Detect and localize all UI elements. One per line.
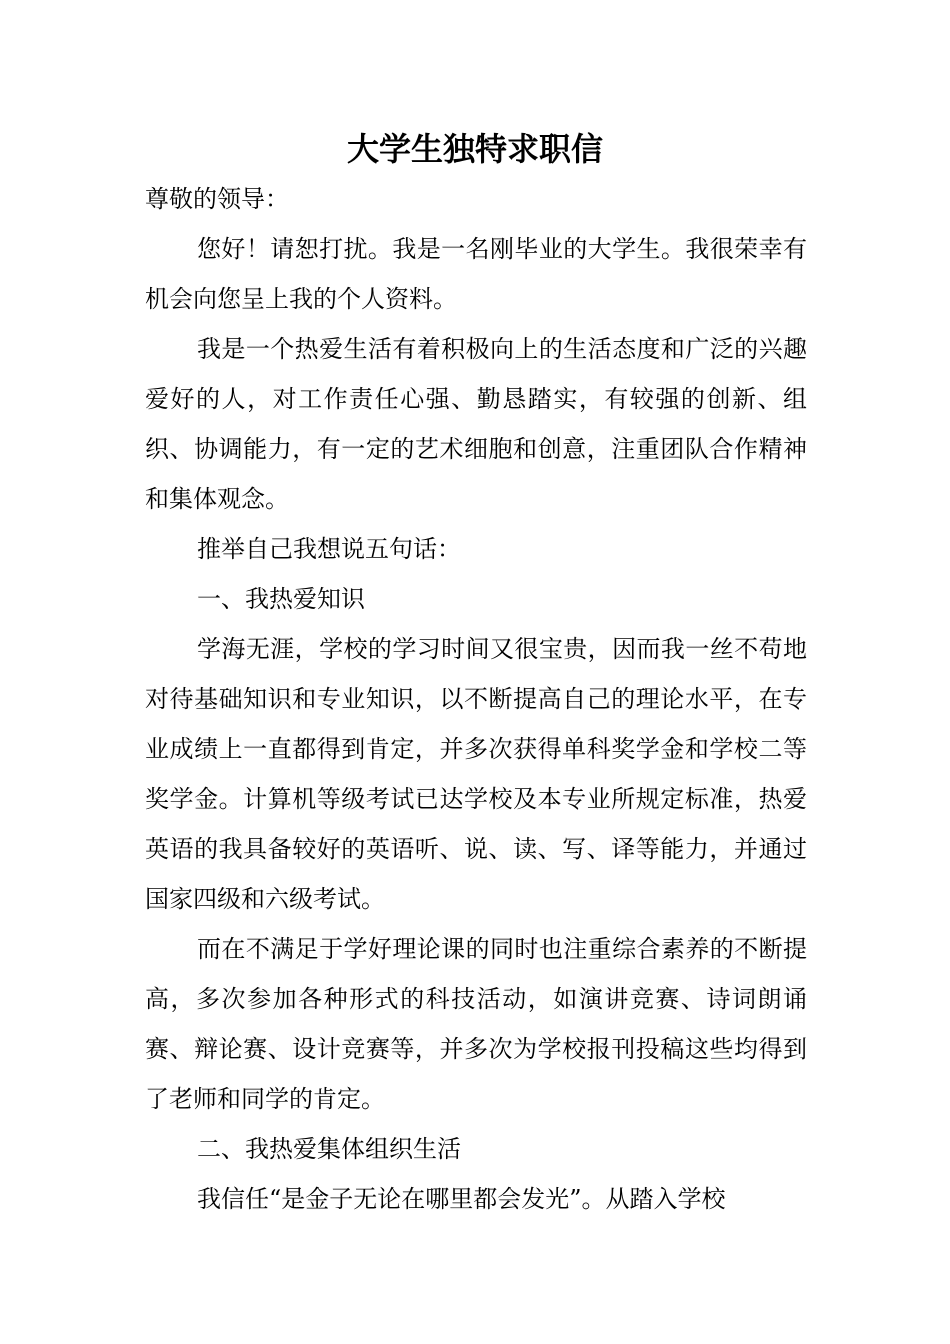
section-heading-1: 一、我热爱知识 — [197, 585, 365, 613]
paragraph-greeting: 您好！请恕打扰。我是一名刚毕业的大学生。我很荣幸有机会向您呈上我的个人资料。 — [145, 235, 807, 313]
salutation: 尊敬的领导： — [145, 185, 289, 213]
paragraph-knowledge: 学海无涯，学校的学习时间又很宝贵，因而我一丝不苟地对待基础知识和专业知识，以不断提高自己的理论水平，在专业成绩上一直都得到肯定，并多次获得单科奖学金和学校二等奖学金。计算机等级考试已达学校及本专业所规定标准，热爱英语的我具备较好的英语听、说、读、写、译等能力，并通过国家四级和六级考试。 — [145, 635, 807, 913]
paragraph-activities: 而在不满足于学好理论课的同时也注重综合素养的不断提高，多次参加各种形式的科技活动，如演讲竞赛、诗词朗诵赛、辩论赛、设计竞赛等，并多次为学校报刊投稿这些均得到了老师和同学的肯定。 — [145, 935, 807, 1113]
document-title: 大学生独特求职信 — [346, 130, 603, 168]
paragraph-collective: 我信任“是金子无论在哪里都会发光”。从踏入学校 — [197, 1185, 726, 1213]
paragraph-five-points: 推举自己我想说五句话： — [197, 535, 461, 563]
paragraph-self-intro: 我是一个热爱生活有着积极向上的生活态度和广泛的兴趣爱好的人，对工作责任心强、勤恳踏实，有较强的创新、组织、协调能力，有一定的艺术细胞和创意，注重团队合作精神和集体观念。 — [145, 335, 807, 513]
document-body — [145, 174, 807, 1224]
section-heading-2: 二、我热爱集体组织生活 — [197, 1135, 461, 1163]
